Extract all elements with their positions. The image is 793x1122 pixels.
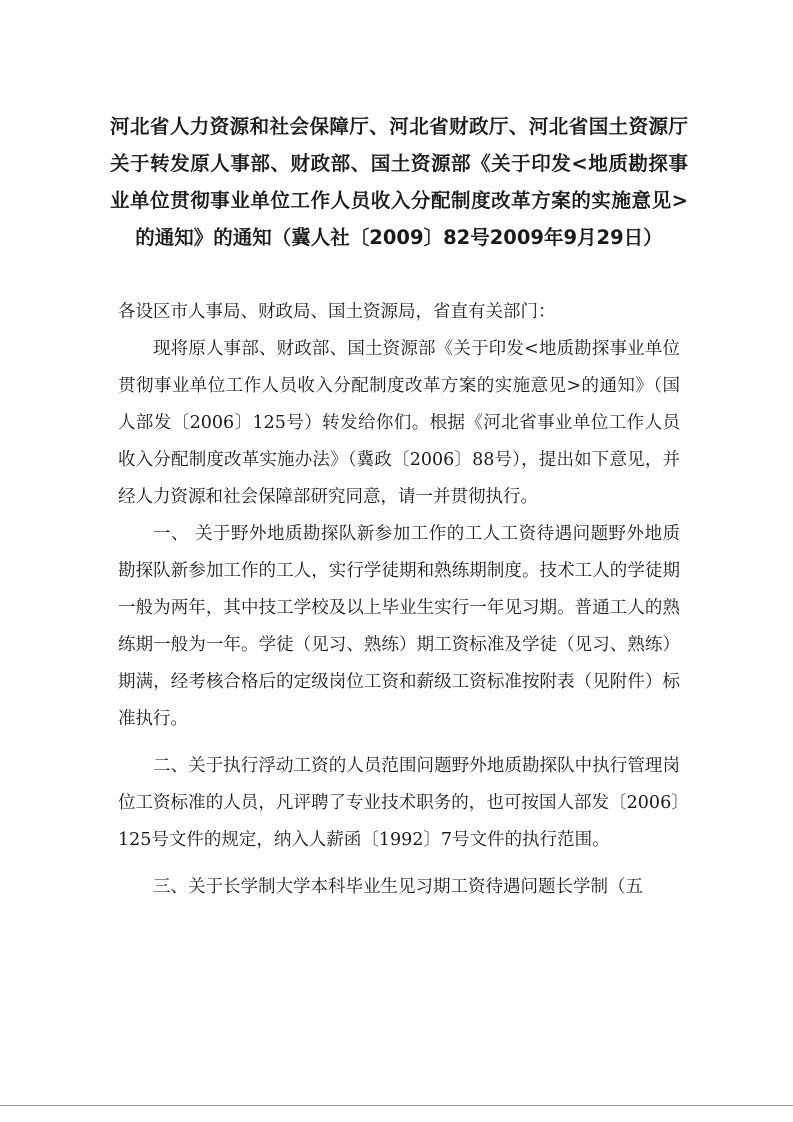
paragraph-section-2: 二、关于执行浮动工资的人员范围问题野外地质勘探队中执行管理岗位工资标准的人员，凡评聘了专业技术职务的，也可按国人部发〔2006〕125号文件的规定，纳入人薪函〔1992〕7号文件的执行范围。 [118,756,680,850]
paragraph-section-1: 一、 关于野外地质勘探队新参加工作的工人工资待遇问题野外地质勘探队新参加工作的工人，实行学徒期和熟练期制度。技术工人的学徒期一般为两年，其中技工学校及以上毕业生实行一年见习期。普通工人的熟练期一般为一年。学徒（见习、熟练）期工资标准及学徒（见习、熟练）期满，经考核合格后的定级岗位工资和薪级工资标准按附表（见附件）标准执行。 [118,524,680,729]
document-body [118,294,680,906]
document-title: 河北省人力资源和社会保障厅、河北省财政厅、河北省国土资源厅关于转发原人事部、财政部、国土资源部《关于印发<地质勘探事业单位贯彻事业单位工作人员收入分配制度改革方案的实施意见>的通知》的通知（冀人社〔2009〕82号2009年9月29日） [110,115,688,249]
page-bottom-divider [0,1105,793,1106]
paragraph-intro: 现将原人事部、财政部、国土资源部《关于印发<地质勘探事业单位贯彻事业单位工作人员收入分配制度改革方案的实施意见>的通知》（国人部发〔2006〕125号）转发给你们。根据《河北省事业单位工作人员收入分配制度改革实施办法》（冀政〔2006〕88号），提出如下意见，并经人力资源和社会保障部研究同意，请一并贯彻执行。 [118,339,680,507]
salutation: 各设区市人事局、财政局、国土资源局，省直有关部门： [118,302,556,322]
paragraph-section-3: 三、关于长学制大学本科毕业生见习期工资待遇问题长学制（五 [153,877,643,897]
